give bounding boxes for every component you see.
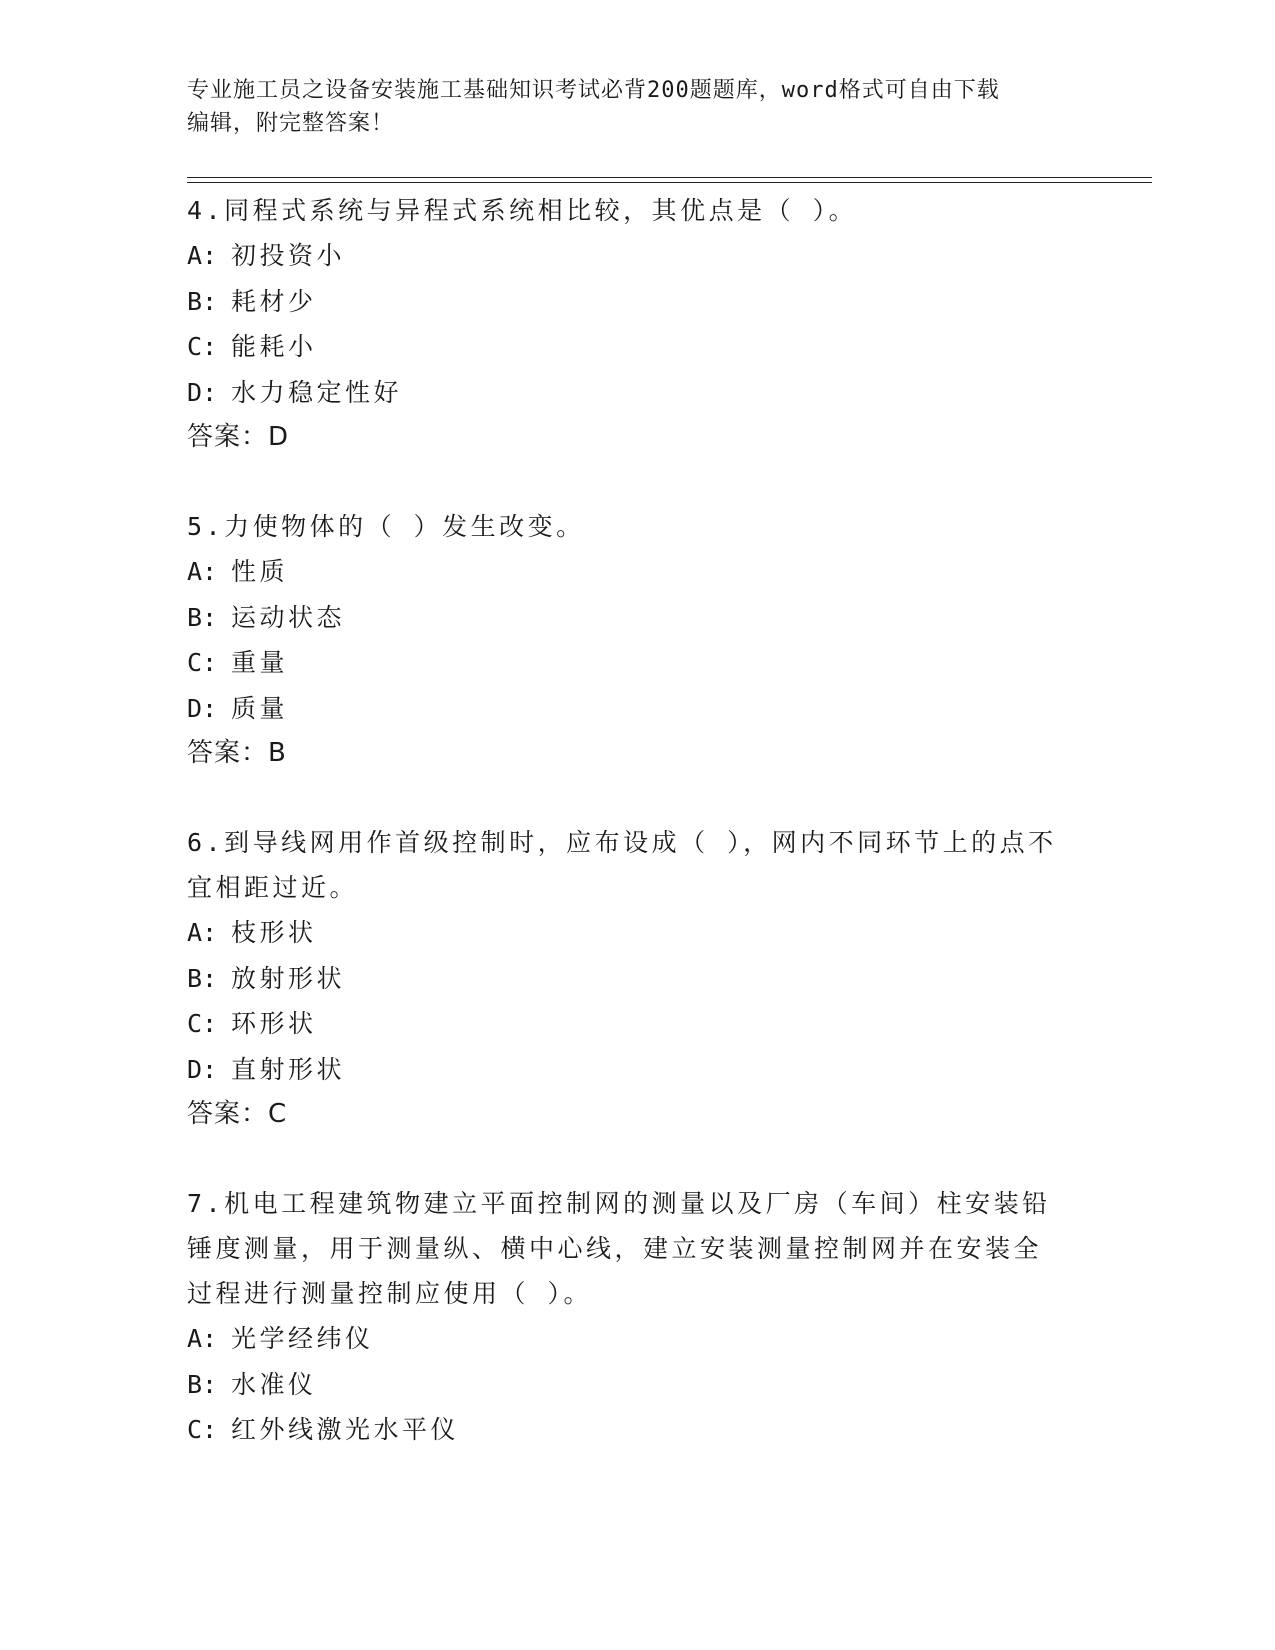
option-text: 耗材少 xyxy=(231,286,317,316)
header-title-line-2: 编辑，附完整答案！ xyxy=(187,111,395,136)
option-key: A: xyxy=(187,241,218,270)
option-key: C: xyxy=(187,1415,218,1444)
option-text: 环形状 xyxy=(231,1009,317,1038)
option-text: 初投资小 xyxy=(231,241,346,270)
question-block xyxy=(187,188,1087,460)
option-key: C: xyxy=(187,648,218,677)
option-text: 运动状态 xyxy=(231,602,346,632)
header-title-line-1: 专业施工员之设备安装施工基础知识考试必背200题题库，word格式可自由下载 xyxy=(187,78,1000,103)
answer-option xyxy=(187,233,1087,279)
option-key: C: xyxy=(187,1009,218,1038)
option-key: B: xyxy=(187,602,218,632)
question-stem-line: 4.同程式系统与异程式系统相比较，其优点是（ ）。 xyxy=(187,196,858,225)
question-block xyxy=(187,820,1087,1137)
answer-key: 答案：B xyxy=(187,738,287,768)
answer-option xyxy=(187,1001,1087,1047)
option-key: D: xyxy=(187,693,218,723)
answer-option xyxy=(187,595,1087,641)
answer-option xyxy=(187,549,1087,595)
document-header xyxy=(187,74,1087,140)
option-key: A: xyxy=(187,557,218,586)
answer-option xyxy=(187,1047,1087,1093)
header-divider-bottom xyxy=(187,182,1152,183)
answer-option xyxy=(187,956,1087,1002)
option-key: A: xyxy=(187,1324,218,1353)
option-key: B: xyxy=(187,286,218,316)
option-text: 水力稳定性好 xyxy=(231,377,403,407)
option-key: C: xyxy=(187,332,218,361)
question-stem-line: 5.力使物体的（ ）发生改变。 xyxy=(187,512,585,541)
question-block xyxy=(187,504,1087,776)
option-key: A: xyxy=(187,918,218,947)
option-text: 质量 xyxy=(231,693,289,723)
option-text: 枝形状 xyxy=(231,918,317,947)
option-key: B: xyxy=(187,1369,218,1399)
answer-option xyxy=(187,686,1087,732)
question-block xyxy=(187,1181,1087,1453)
answer-option xyxy=(187,279,1087,325)
question-stem-line: 锤度测量，用于测量纵、横中心线，建立安装测量控制网并在安装全 xyxy=(187,1234,1043,1263)
option-text: 放射形状 xyxy=(231,963,346,993)
question-stem-line: 过程进行测量控制应使用（ ）。 xyxy=(187,1279,593,1308)
option-key: B: xyxy=(187,963,218,993)
option-key: D: xyxy=(187,377,218,407)
answer-option xyxy=(187,1316,1087,1362)
option-text: 红外线激光水平仪 xyxy=(231,1415,460,1444)
option-text: 性质 xyxy=(231,557,289,586)
header-divider-top xyxy=(187,177,1152,178)
answer-option xyxy=(187,910,1087,956)
answer-key: 答案：C xyxy=(187,1099,288,1129)
answer-option xyxy=(187,640,1087,686)
option-key: D: xyxy=(187,1054,218,1084)
question-stem-line: 6.到导线网用作首级控制时，应布设成（ ），网内不同环节上的点不 xyxy=(187,828,1057,857)
answer-option xyxy=(187,370,1087,416)
question-stem-line: 宜相距过近。 xyxy=(187,873,359,902)
option-text: 直射形状 xyxy=(231,1054,346,1084)
answer-option xyxy=(187,324,1087,370)
option-text: 重量 xyxy=(231,648,289,677)
answer-option xyxy=(187,1362,1087,1408)
answer-key: 答案：D xyxy=(187,422,290,452)
answer-option xyxy=(187,1407,1087,1453)
option-text: 光学经纬仪 xyxy=(231,1324,374,1353)
option-text: 能耗小 xyxy=(231,332,317,361)
option-text: 水准仪 xyxy=(231,1369,317,1399)
question-list xyxy=(187,188,1087,1497)
question-stem-line: 7.机电工程建筑物建立平面控制网的测量以及厂房（车间）柱安装铅 xyxy=(187,1189,1051,1218)
